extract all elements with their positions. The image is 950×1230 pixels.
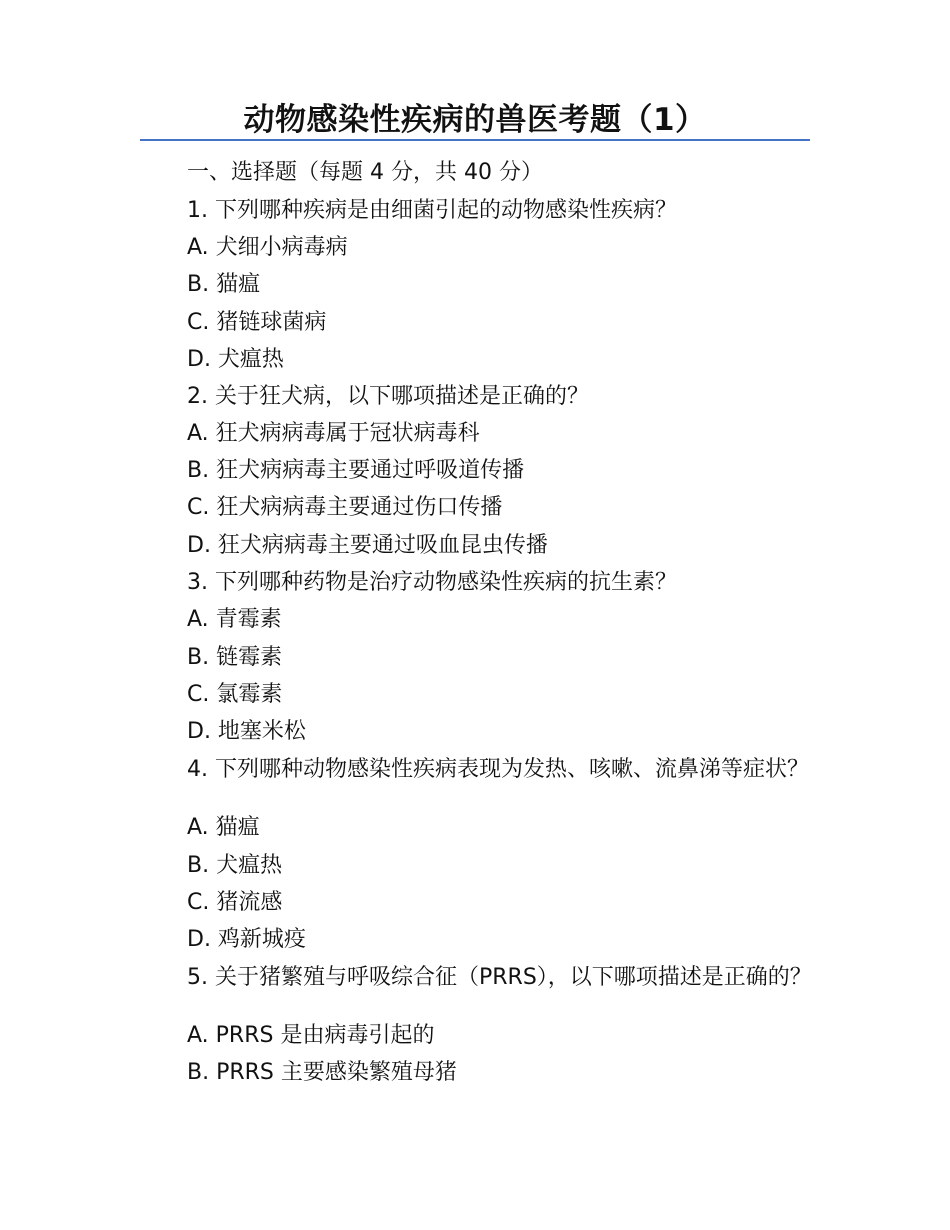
answer-option: C. 猪链球菌病 [187, 310, 327, 335]
question-stem: 5. 关于猪繁殖与呼吸综合征（PRRS），以下哪项描述是正确的？ [187, 965, 812, 990]
question-stem: 2. 关于狂犬病，以下哪项描述是正确的？ [187, 384, 589, 409]
page-title: 动物感染性疾病的兽医考题（1） [243, 102, 707, 138]
answer-option: A. 猫瘟 [187, 815, 260, 840]
answer-option: A. PRRS 是由病毒引起的 [187, 1023, 435, 1048]
answer-option: B. 狂犬病病毒主要通过呼吸道传播 [187, 458, 525, 483]
answer-option: B. 链霉素 [187, 645, 283, 670]
question-stem: 4. 下列哪种动物感染性疾病表现为发热、咳嗽、流鼻涕等症状？ [187, 757, 809, 782]
answer-option: B. 犬瘟热 [187, 853, 283, 878]
answer-option: C. 猪流感 [187, 890, 283, 915]
section-heading: 一、选择题（每题 4 分，共 40 分） [187, 160, 543, 185]
answer-option: D. 地塞米松 [187, 719, 306, 744]
answer-option: D. 鸡新城疫 [187, 927, 306, 952]
answer-option: A. 青霉素 [187, 607, 282, 632]
answer-option: A. 狂犬病病毒属于冠状病毒科 [187, 421, 480, 446]
answer-option: C. 氯霉素 [187, 682, 283, 707]
answer-option: A. 犬细小病毒病 [187, 235, 348, 260]
answer-option: B. 猫瘟 [187, 272, 261, 297]
answer-option: D. 狂犬病病毒主要通过吸血昆虫传播 [187, 533, 548, 558]
question-stem: 3. 下列哪种药物是治疗动物感染性疾病的抗生素？ [187, 570, 677, 595]
title-underline [140, 139, 810, 141]
answer-option: B. PRRS 主要感染繁殖母猪 [187, 1060, 457, 1085]
answer-option: C. 狂犬病病毒主要通过伤口传播 [187, 495, 503, 520]
question-stem: 1. 下列哪种疾病是由细菌引起的动物感染性疾病？ [187, 198, 677, 223]
answer-option: D. 犬瘟热 [187, 347, 284, 372]
